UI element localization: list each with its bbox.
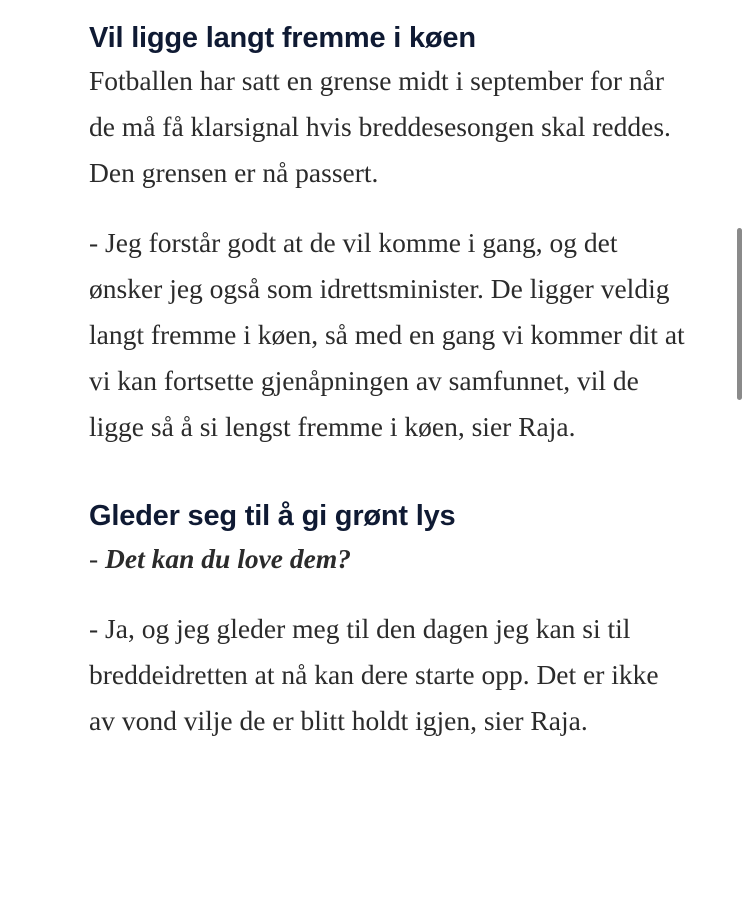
- scrollbar-thumb[interactable]: [737, 228, 742, 400]
- question-text: Det kan du love dem?: [105, 543, 351, 574]
- article-body: [89, 18, 689, 744]
- paragraph: - Jeg forstår godt at de vil komme i gang, og det ønsker jeg også som idrettsminister. De ligger veldig langt fremme i køen, så med en gang vi kommer dit at vi kan fortsette gjenåpningen av samfunnet, vil de ligge så å si lengst fremme i køen, sier Raja.: [89, 227, 685, 442]
- interview-question: [89, 536, 689, 582]
- section-heading: Vil ligge langt fremme i køen: [89, 22, 476, 54]
- paragraph: - Ja, og jeg gleder meg til den dagen jeg kan si til breddeidretten at nå kan dere starte opp. Det er ikke av vond vilje de er blitt holdt igjen, sier Raja.: [89, 613, 659, 736]
- paragraph: Fotballen har satt en grense midt i september for når de må få klarsignal hvis breddesesongen skal reddes. Den grensen er nå passert.: [89, 65, 671, 188]
- section-heading: Gleder seg til å gi grønt lys: [89, 500, 456, 532]
- question-dash: -: [89, 543, 106, 574]
